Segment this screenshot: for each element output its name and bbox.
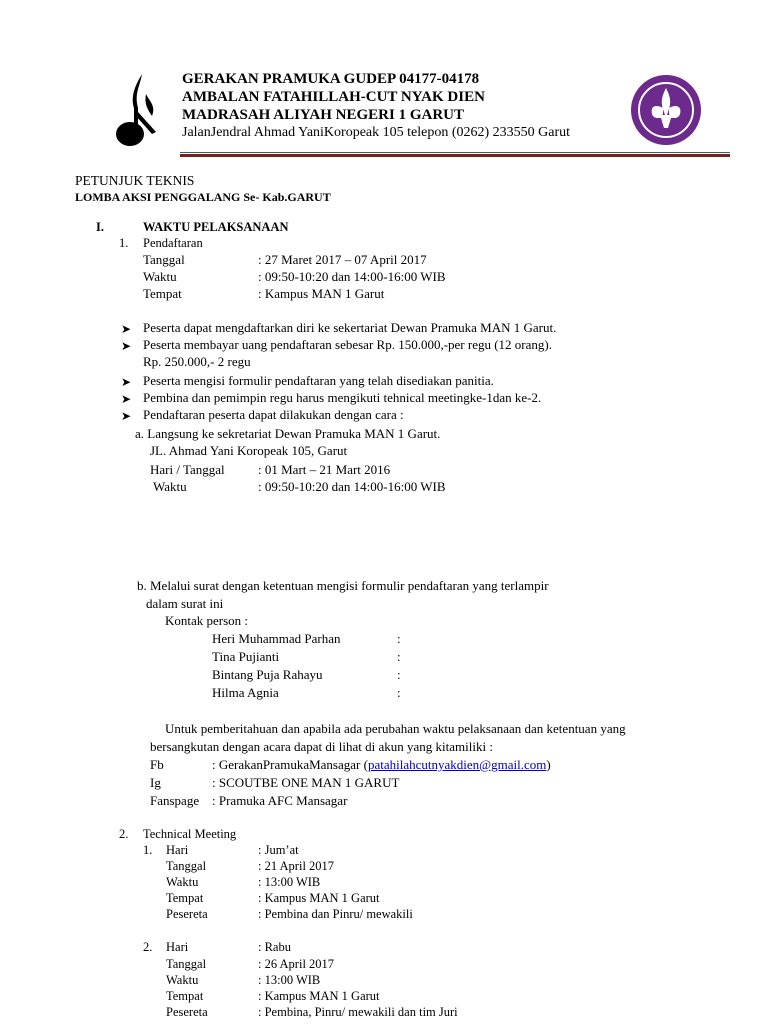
meeting-value: : Jum’at	[258, 843, 299, 857]
bullet-item: Peserta dapat mengdaftarkan diri ke sekertariat Dewan Pramuka MAN 1 Garut.	[143, 320, 557, 335]
info-paragraph-line1: Untuk pemberitahuan dan apabila ada perubahan waktu pelaksanaan dan ketentuan yang	[165, 721, 626, 736]
option-a-label-hari: Hari / Tanggal	[150, 462, 225, 477]
header-divider-thin	[180, 152, 730, 153]
sub2-title: Technical Meeting	[143, 827, 237, 841]
social-value-ig: : SCOUTBE ONE MAN 1 GARUT	[212, 775, 400, 790]
header-address: JalanJendral Ahmad YaniKoropeak 105 telepon (0262) 233550 Garut	[182, 125, 571, 140]
social-value-fb	[212, 757, 551, 773]
meeting-value: : 26 April 2017	[258, 957, 335, 971]
scout-emblem-logo	[630, 74, 702, 146]
meeting-value: : Kampus MAN 1 Garut	[258, 989, 380, 1003]
contact-name: Hilma Agnia	[212, 685, 279, 700]
bullet-item: Pendaftaran peserta dapat dilakukan dengan cara :	[143, 407, 404, 422]
option-a-address: JL. Ahmad Yani Koropeak 105, Garut	[150, 443, 348, 458]
option-b-continuation: dalam surat ini	[146, 596, 224, 611]
bullet-arrow-icon: ➤	[121, 322, 132, 336]
meeting-label: Waktu	[166, 875, 199, 889]
meeting-label: Hari	[166, 940, 189, 954]
meeting-number: 1.	[143, 843, 153, 857]
reg-label-waktu: Waktu	[143, 269, 177, 284]
meeting-value: : Pembina, Pinru/ mewakili dan tim Juri	[258, 1005, 458, 1019]
header-line-1: GERAKAN PRAMUKA GUDEP 04177-04178	[182, 71, 480, 87]
reg-value-waktu: : 09:50-10:20 dan 14:00-16:00 WIB	[258, 269, 446, 284]
sub2-number: 2.	[119, 827, 129, 841]
header-line-3: MADRASAH ALIYAH NEGERI 1 GARUT	[182, 107, 464, 123]
contact-name: Heri Muhammad Parhan	[212, 631, 341, 646]
social-value-fanspage: : Pramuka AFC Mansagar	[212, 793, 348, 808]
meeting-value: : Pembina dan Pinru/ mewakili	[258, 907, 413, 921]
bullet-arrow-icon: ➤	[121, 375, 132, 389]
meeting-label: Tempat	[166, 989, 204, 1003]
contact-name: Tina Pujianti	[212, 649, 280, 664]
bullet-item: Peserta mengisi formulir pendaftaran yang telah disediakan panitia.	[143, 373, 494, 388]
meeting-value: : 13:00 WIB	[258, 875, 321, 889]
option-b: b. Melalui surat dengan ketentuan mengisi formulir pendaftaran yang terlampir	[137, 578, 549, 593]
option-a-value-waktu: : 09:50-10:20 dan 14:00-16:00 WIB	[258, 479, 446, 494]
meeting-label: Pesereta	[166, 1005, 208, 1019]
sub1-title: Pendaftaran	[143, 236, 203, 250]
contact-sep: :	[397, 649, 401, 664]
bullet-arrow-icon: ➤	[121, 409, 132, 423]
bullet-item: Peserta membayar uang pendaftaran sebesar Rp. 150.000,-per regu (12 orang).	[143, 337, 552, 352]
meeting-number: 2.	[143, 940, 153, 954]
option-a-value-hari: : 01 Mart – 21 Mart 2016	[258, 462, 391, 477]
meeting-value: : Rabu	[258, 940, 291, 954]
sub1-number: 1.	[119, 236, 129, 250]
meeting-value: : Kampus MAN 1 Garut	[258, 891, 380, 905]
doc-subtitle: LOMBA AKSI PENGGALANG Se- Kab.GARUT	[75, 190, 331, 204]
social-label-fanspage: Fanspage	[150, 793, 200, 808]
bullet-item-continuation: Rp. 250.000,- 2 regu	[143, 354, 251, 369]
meeting-label: Hari	[166, 843, 189, 857]
meeting-label: Tanggal	[166, 859, 207, 873]
social-label-fb: Fb	[150, 757, 164, 772]
reg-label-tanggal: Tanggal	[143, 252, 185, 267]
bullet-arrow-icon: ➤	[121, 339, 132, 353]
meeting-label: Tanggal	[166, 957, 207, 971]
reg-label-tempat: Tempat	[143, 286, 182, 301]
header-line-2: AMBALAN FATAHILLAH-CUT NYAK DIEN	[182, 89, 485, 105]
contact-name: Bintang Puja Rahayu	[212, 667, 323, 682]
header-divider-thick	[180, 154, 730, 157]
social-fb-text: : GerakanPramukaMansagar (	[212, 757, 368, 772]
meeting-value: : 13:00 WIB	[258, 973, 321, 987]
option-a: a. Langsung ke sekretariat Dewan Pramuka MAN 1 Garut.	[135, 426, 441, 441]
social-fb-tail: )	[546, 757, 551, 772]
tunas-kelapa-logo	[112, 72, 164, 152]
contact-sep: :	[397, 631, 401, 646]
meeting-label: Waktu	[166, 973, 199, 987]
email-link[interactable]: patahilahcutnyakdien@gmail.com	[367, 757, 547, 772]
bullet-arrow-icon: ➤	[121, 392, 132, 406]
meeting-value: : 21 April 2017	[258, 859, 335, 873]
section-heading: WAKTU PELAKSANAAN	[143, 220, 289, 234]
social-label-ig: Ig	[150, 775, 161, 790]
doc-title: PETUNJUK TEKNIS	[75, 173, 195, 188]
contact-label: Kontak person :	[165, 613, 249, 628]
option-a-label-waktu: Waktu	[153, 479, 187, 494]
bullet-item: Pembina dan pemimpin regu harus mengikuti tehnical meetingke-1dan ke-2.	[143, 390, 542, 405]
contact-sep: :	[397, 667, 401, 682]
section-number: I.	[96, 220, 104, 234]
reg-value-tanggal: : 27 Maret 2017 – 07 April 2017	[258, 252, 427, 267]
reg-value-tempat: : Kampus MAN 1 Garut	[258, 286, 385, 301]
contact-sep: :	[397, 685, 401, 700]
info-paragraph-line2: bersangkutan dengan acara dapat di lihat di akun yang kitamiliki :	[150, 739, 493, 754]
meeting-label: Tempat	[166, 891, 204, 905]
meeting-label: Pesereta	[166, 907, 208, 921]
